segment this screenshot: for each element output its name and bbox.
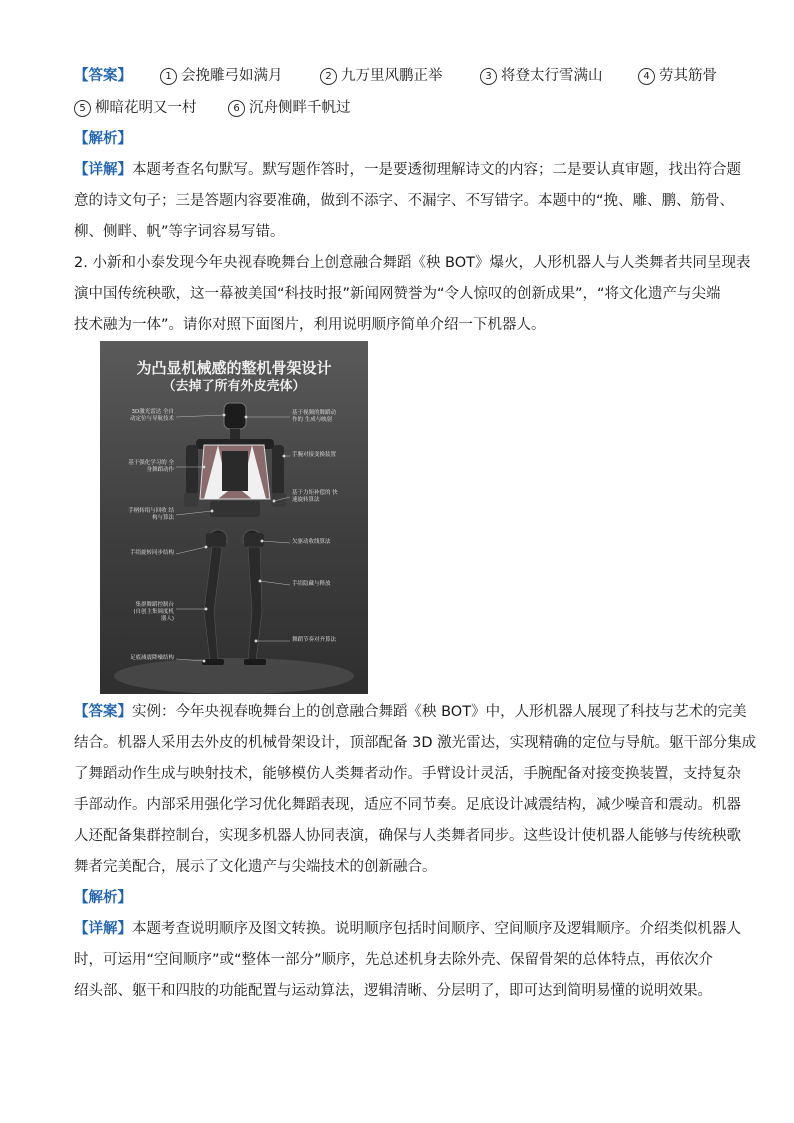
figure-label-left-4: 手绢旋转同步结构 [129,550,174,556]
circled-number: 1 [160,68,177,85]
q1-answer-text: 九万里风鹏正举 [341,68,443,84]
q1-answer-text: 沉舟侧畔千帆过 [249,100,351,116]
q1-answer-text: 劳其筋骨 [659,68,717,84]
q2-detail-tag: 【详解】 [74,921,132,937]
q1-answer-1 [160,63,283,89]
figure-label-right-1: 基于视频的舞蹈动作的 生成与映射 [292,410,337,423]
q2-detail-line-2: 时，可运用“空间顺序”或“整体一部分”顺序，先总述机身去除外壳、保留骨架的总体特点，再依次介 [74,952,714,968]
q1-detail-line-3: 柳、侧畔、帆”等字词容易写错。 [74,224,285,240]
figure-label-right-5: 手绢隐藏与释放 [292,581,331,587]
figure-label-left-6: 足底减震降噪结构 [129,655,174,661]
q2-question-line-3: 技术融为一体”。请你对照下面图片，利用说明顺序简单介绍一下机器人。 [74,317,546,333]
robot-skeleton-figure [100,341,368,694]
q2-detail-line-3: 绍头部、躯干和四肢的功能配置与运动算法，逻辑清晰、分层明了，即可达到简明易懂的说明效果。 [74,983,712,999]
circled-number: 3 [480,68,497,85]
circled-number: 6 [228,100,245,117]
q1-detail-line-1 [74,157,741,183]
figure-label-right-6: 舞蹈节奏对齐算法 [292,637,337,643]
q2-answer-line-1 [74,699,747,725]
q1-detail-text: 本题考查名句默写。默写题作答时，一是要透彻理解诗文的内容；二是要认真审题，找出符合题 [132,162,741,178]
figure-title-line-1: 为凸显机械感的整机骨架设计 [136,359,332,377]
figure-label-left-2: 基于强化学习的 全身舞蹈动作 [128,460,174,473]
q2-answer-line-2: 结合。机器人采用去外皮的机械骨架设计，顶部配备 3D 激光雷达，实现精确的定位与导航。躯干部分集成 [74,735,757,751]
q2-question-line-2: 演中国传统秧歌，这一幕被美国“科技时报”新闻网赞誉为“令人惊叹的创新成果”，“将文化遗产与尖端 [74,286,721,302]
figure-label-right-4: 欠驱动收线算法 [292,539,331,545]
q2-question-line-1: 2. 小新和小泰发现今年央视春晚舞台上创意融合舞蹈《秧 BOT》爆火，人形机器人与人类舞者共同呈现表 [74,255,751,271]
q1-answer-row-1 [74,63,132,89]
q1-answer-text: 会挽雕弓如满月 [181,68,283,84]
q1-answer-text: 将登太行雪满山 [501,68,603,84]
q1-answer-4 [638,63,717,89]
q1-answer-5 [74,95,197,121]
figure-label-left-5: 集群舞蹈控制台 (自创主集调度机器人) [133,602,174,622]
q2-answer-line-6: 舞者完美配合，展示了文化遗产与尖端技术的创新融合。 [74,859,437,875]
circled-number: 4 [638,68,655,85]
q1-answer-6 [228,95,351,121]
q2-answer-line-4: 手部动作。内部采用强化学习优化舞蹈表现，适应不同节奏。足底设计减震结构，减少噪音和震动。机器 [74,797,741,813]
q2-detail-text: 本题考查说明顺序及图文转换。说明顺序包括时间顺序、空间顺序及逻辑顺序。介绍类似机器人 [132,921,741,937]
q1-analysis-tag: 【解析】 [74,131,132,147]
q1-answer-text: 柳暗花明又一村 [95,100,197,116]
figure-label-left-3: 手柄转绢与回收 结构与算法 [128,508,174,521]
figure-label-right-3: 基于力矩补偿的 快速旋转算法 [292,490,338,503]
q2-answer-line-3: 了舞蹈动作生成与映射技术，能够模仿人类舞者动作。手臂设计灵活，手腕配备对接变换装置，支持复杂 [74,766,741,782]
q2-answer-line-5: 人还配备集群控制台，实现多机器人协同表演，确保与人类舞者同步。这些设计使机器人能够与传统秧歌 [74,828,741,844]
q1-detail-line-2: 意的诗文句子；三是答题内容要准确，做到不添字、不漏字、不写错字。本题中的“挽、雕、鹏、筋骨、 [74,193,735,209]
figure-label-right-2: 手腕对接变换装置 [292,452,337,458]
q2-answer-tag: 【答案】 [74,704,132,720]
q1-answer-2 [320,63,443,89]
circled-number: 2 [320,68,337,85]
q2-analysis-tag: 【解析】 [74,890,132,906]
q1-detail-tag: 【详解】 [74,162,132,178]
q1-answer-tag: 【答案】 [74,68,132,84]
figure-label-left-1: 3D激光雷达 全自动定位与导航技术 [129,409,174,422]
q1-answer-3 [480,63,603,89]
figure-title-line-2: （去掉了所有外皮壳体） [162,379,306,394]
circled-number: 5 [74,100,91,117]
q2-answer-text: 实例：今年央视春晚舞台上的创意融合舞蹈《秧 BOT》中，人形机器人展现了科技与艺术的完美 [132,704,747,720]
q2-detail-line-1 [74,916,741,942]
